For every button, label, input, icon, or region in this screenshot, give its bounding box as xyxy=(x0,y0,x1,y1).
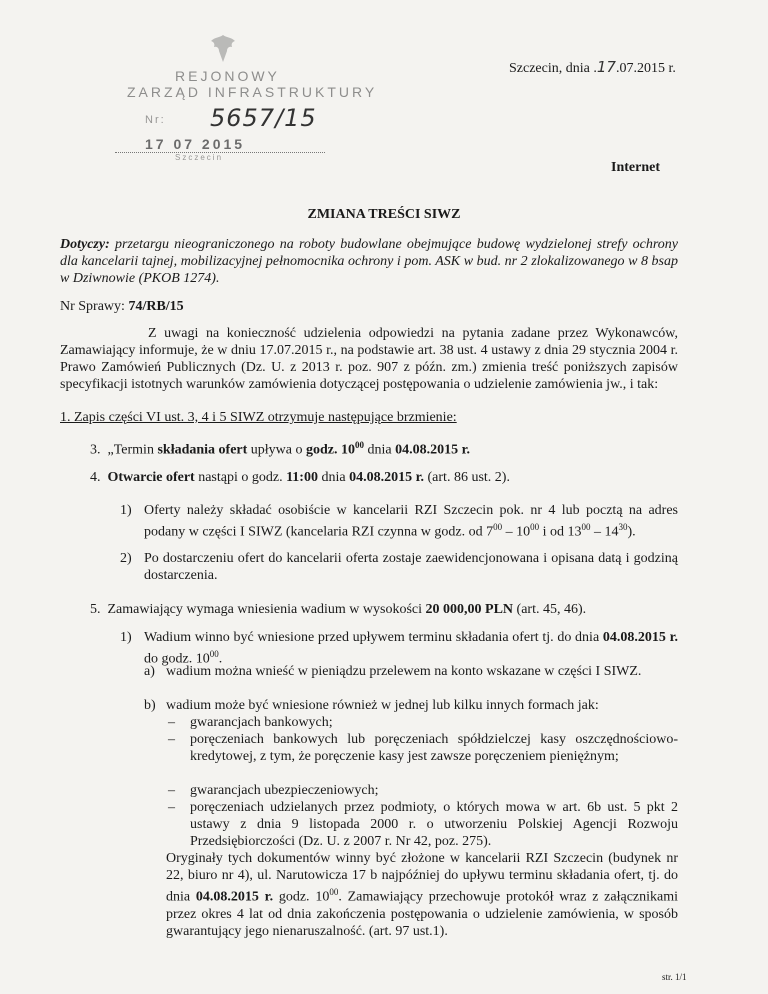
item3-time: godz. 10 xyxy=(306,442,356,458)
subject-block xyxy=(60,236,678,287)
item5-1-date: 04.08.2015 r. xyxy=(602,630,679,645)
item4-date: 04.08.2015 r. xyxy=(349,470,425,485)
item3-date: 04.08.2015 r. xyxy=(395,442,471,458)
subject-label: Dotyczy: xyxy=(60,237,110,252)
item4-text-b: nastąpi o godz. xyxy=(194,470,287,485)
stamp-sub: Szczecin xyxy=(175,153,224,162)
page-number: str. 1/1 xyxy=(662,972,687,982)
item4-1-sup4: 30 xyxy=(618,522,628,532)
item4-1-text-e: ). xyxy=(627,524,636,540)
date-prefix: Szczecin, dnia . xyxy=(509,61,597,76)
item3-time-sup: 00 xyxy=(355,440,365,450)
stamp-line1: REJONOWY xyxy=(175,68,280,84)
recipient-label: Internet xyxy=(611,160,660,175)
item4-time: 11:00 xyxy=(286,470,318,485)
item3-text-b: składania ofert xyxy=(157,442,248,458)
item5-1-num: 1) xyxy=(120,630,132,645)
item5-1 xyxy=(144,629,678,668)
item4-1-num: 1) xyxy=(120,503,132,518)
item5-amount: 20 000,00 PLN xyxy=(425,602,514,617)
registry-stamp xyxy=(105,30,378,165)
item4 xyxy=(90,469,678,486)
item5-a-num: a) xyxy=(144,664,155,679)
item5 xyxy=(90,601,678,618)
item4-1-text-d: – 14 xyxy=(590,524,619,540)
form-item-3: gwarancjach ubezpieczeniowych; xyxy=(190,783,379,798)
stamp-nr-label: Nr: xyxy=(145,114,166,126)
item4-num: 4. xyxy=(90,470,101,485)
item5-1-text-d: . xyxy=(218,651,223,667)
date-suffix: .07.2015 r. xyxy=(615,61,676,76)
case-value: 74/RB/15 xyxy=(128,299,184,314)
item5-1-text-a: Wadium winno być wniesione przed upływem terminu składania ofert tj. do dnia xyxy=(144,630,603,645)
item4-2: Po dostarczeniu ofert do kancelarii oferta zostaje zaewidencjonowana i opisana datą i godziną dostarczenia. xyxy=(144,551,678,583)
item4-2-num: 2) xyxy=(120,551,132,566)
subject-text: przetargu nieograniczonego na roboty budowlane obejmujące budowę wydzielonej strefy ochrony dla kancelarii tajnej, mobilizacyjnej pełnomocnika ochrony i pom. ASK w bud. nr 2 zlokalizowanego w 8 bsap w Dziwnowie (PKOB 1274). xyxy=(60,237,679,286)
form-item-4: poręczeniach udzielanych przez podmioty, o których mowa w art. 6b ust. 5 pkt 2 ustawy z dnia 9 listopada 2000 r. o utworzeniu Polskiej Agencji Rozwoju Przedsiębiorczości (Dz. U. z 2007 r. Nr 42, poz. 275). xyxy=(190,800,678,849)
item4-text-a: Otwarcie ofert xyxy=(107,470,195,485)
item3 xyxy=(90,437,678,459)
item4-1 xyxy=(144,502,678,541)
intro-paragraph: Z uwagi na konieczność udzielenia odpowiedzi na pytania zadane przez Wykonawców, Zamawiający informuje, że w dniu 17.07.2015 r., na podstawie art. 38 ust. 4 ustawy z dnia 29 stycznia 2004 r. Prawo Zamówień Publicznych (Dz. U. z 2013 r. poz. 907 z późn. zm.) zmienia treść poniższych zapisów specyfikacji istotnych warunków zamówienia dotyczącej postępowania o udzielenie zamówienia jw., i tak: xyxy=(60,326,678,392)
form-item-2: poręczeniach bankowych lub poręczeniach spółdzielczej kasy oszczędnościowo-kredytowej, z tym, że poręczenie kasy jest zawsze poręczeniem pieniężnym; xyxy=(190,732,678,764)
item5-num: 5. xyxy=(90,602,101,617)
item4-1-text-a: Oferty należy składać osobiście w kancelarii RZI Szczecin pok. nr 4 lub pocztą na adres podany w części I SIWZ (kancelaria RZI czynna w godz. od 7 xyxy=(144,503,678,540)
stamp-line2: ZARZĄD INFRASTRUKTURY xyxy=(127,84,378,100)
originals-paragraph xyxy=(166,850,678,940)
item3-text-a: „Termin xyxy=(107,442,158,458)
form-dash-2: – xyxy=(168,732,175,747)
originals-text-d: . Zamawiający przechowuje protokół wraz z załącznikami przez okres 4 lat od dnia zakończenia postępowania o udzielenie zamówienia, w sposób gwarantujący jego nienaruszalność. (art. 97 ust.1). xyxy=(166,889,679,939)
form-dash-1: – xyxy=(168,715,175,730)
case-number xyxy=(60,298,184,315)
document-title: ZMIANA TREŚCI SIWZ xyxy=(307,207,461,222)
document-date xyxy=(509,58,676,77)
item3-text-c: upływa o xyxy=(247,442,307,458)
stamp-number: 5657/15 xyxy=(210,104,317,132)
item5-b-num: b) xyxy=(144,698,156,713)
item3-num: 3. xyxy=(90,442,101,458)
originals-text-a: Oryginały tych dokumentów winny być złożone w kancelarii RZI Szczecin (budynek nr 22, biuro nr 4), ul. Narutowicza 17 b najpóźniej do upływu terminu składania ofert, tj. do dnia xyxy=(166,851,678,905)
item3-text-e: dnia xyxy=(364,442,396,458)
originals-sup: 00 xyxy=(329,887,339,897)
item4-1-text-c: i od 13 xyxy=(539,524,582,540)
item4-text-d: dnia xyxy=(317,470,350,485)
item5-text-c: (art. 45, 46). xyxy=(513,602,587,617)
item5-a: wadium można wnieść w pieniądzu przelewem na konto wskazane w części I SIWZ. xyxy=(166,664,642,679)
date-handwritten: 17 xyxy=(596,58,616,76)
form-dash-3: – xyxy=(168,783,175,798)
item5-1-text-c: do godz. 10 xyxy=(144,651,210,667)
stamp-date: 17 07 2015 xyxy=(145,136,246,152)
section1-heading: 1. Zapis części VI ust. 3, 4 i 5 SIWZ otrzymuje następujące brzmienie: xyxy=(60,410,457,425)
form-item-1: gwarancjach bankowych; xyxy=(190,715,333,730)
form-dash-4: – xyxy=(168,800,175,815)
item4-1-text-b: – 10 xyxy=(502,524,531,540)
originals-text-c: godz. 10 xyxy=(273,889,330,905)
originals-date: 04.08.2015 r. xyxy=(195,889,274,905)
item5-text-a: Zamawiający wymaga wniesienia wadium w wysokości xyxy=(107,602,426,617)
item4-1-sup1: 00 xyxy=(493,522,503,532)
item4-1-sup3: 00 xyxy=(581,522,591,532)
item4-text-f: (art. 86 ust. 2). xyxy=(424,470,510,485)
item5-b: wadium może być wniesione również w jednej lub kilku innych formach jak: xyxy=(166,698,599,713)
item4-1-sup2: 00 xyxy=(530,522,540,532)
case-label: Nr Sprawy: xyxy=(60,299,125,314)
item5-1-sup: 00 xyxy=(209,649,219,659)
eagle-emblem-icon xyxy=(205,32,241,66)
